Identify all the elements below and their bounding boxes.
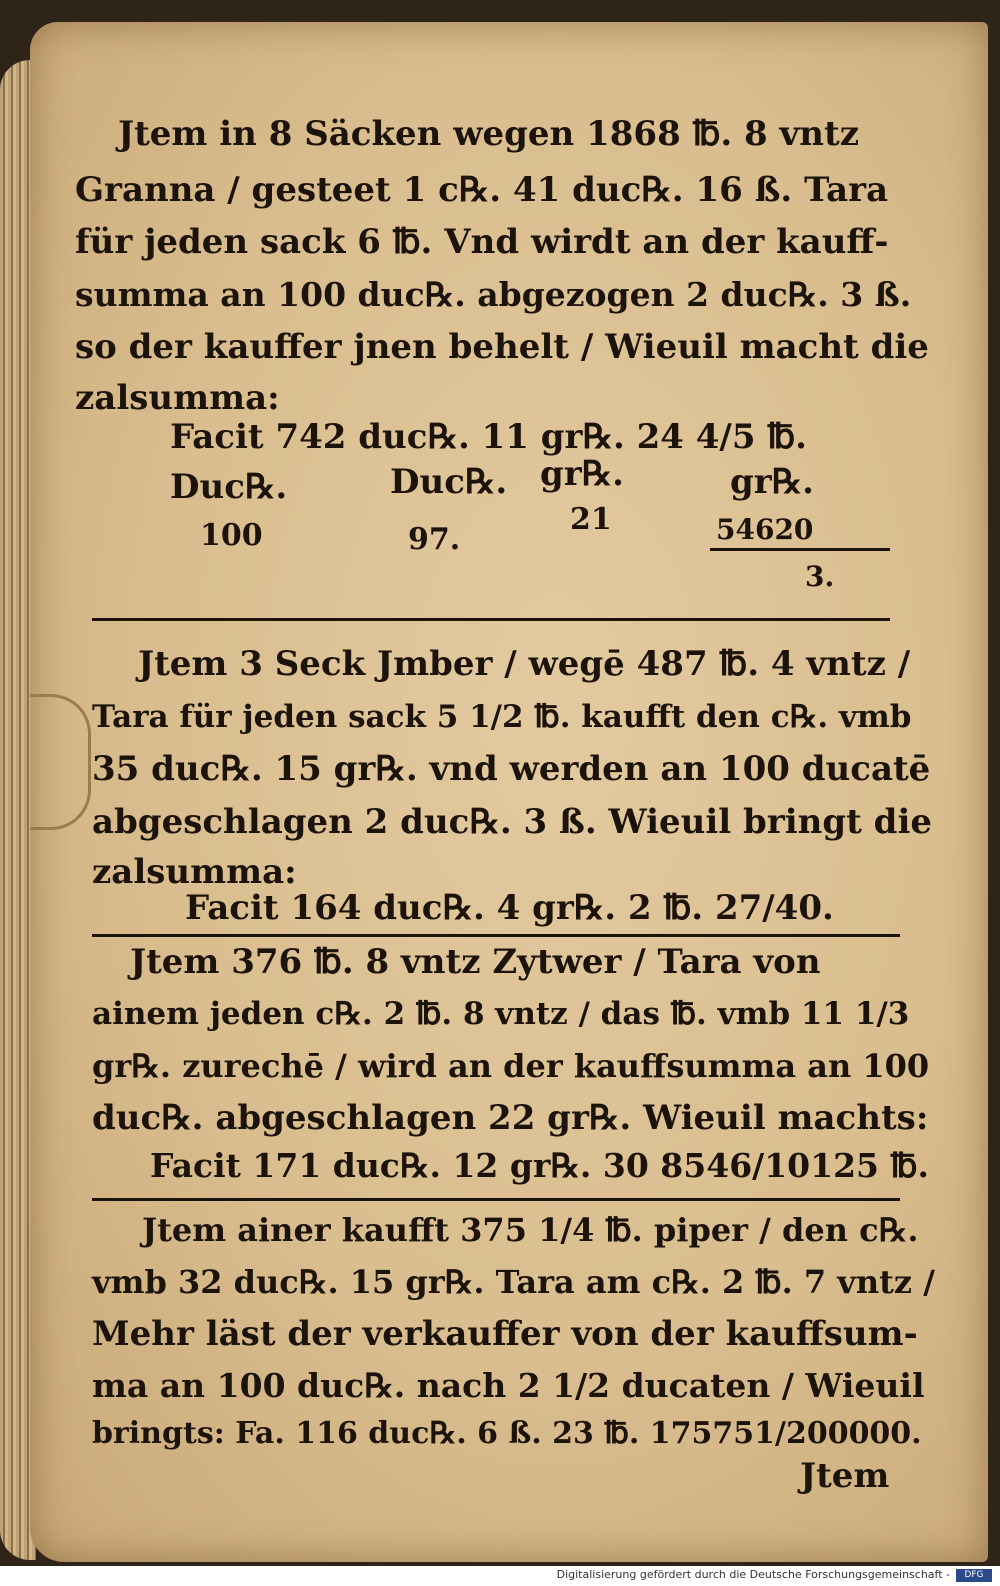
clasp-mark: [30, 694, 91, 830]
text-line: zalsumma:: [92, 852, 297, 892]
section-divider: [92, 618, 890, 621]
catchword: Jtem: [800, 1456, 890, 1496]
facit-line: Facit 171 duc℞. 12 gr℞. 30 8546/10125 ℔.: [150, 1146, 929, 1185]
footer-bar: [0, 1566, 1000, 1586]
calc-underline: [710, 548, 890, 551]
text-line: abgeschlagen 2 duc℞. 3 ß. Wieuil bringt die: [92, 802, 933, 842]
section-divider: [92, 934, 900, 937]
text-line: vmb 32 duc℞. 15 gr℞. Tara am c℞. 2 ℔. 7 vntz /: [92, 1263, 935, 1301]
text-line: so der kauffer jnen behelt / Wieuil macht die: [75, 327, 929, 367]
text-line: gr℞. zurechē / wird an der kauffsumma an 100: [92, 1047, 930, 1085]
dfg-logo: DFG: [956, 1569, 992, 1582]
calc-value: 100: [200, 518, 263, 553]
text-line: Tara für jeden sack 5 1/2 ℔. kaufft den c℞. vmb: [92, 699, 912, 735]
text-line: duc℞. abgeschlagen 22 gr℞. Wieuil machts:: [92, 1098, 929, 1138]
book-page: [30, 22, 988, 1562]
text-line: ainem jeden c℞. 2 ℔. 8 vntz / das ℔. vmb 11 1/3: [92, 996, 910, 1032]
text-line: Jtem in 8 Säcken wegen 1868 ℔. 8 vntz: [118, 114, 860, 154]
text-line: Jtem 3 Seck Jmber / wegē 487 ℔. 4 vntz /: [138, 644, 911, 684]
calc-value: 97.: [408, 522, 461, 557]
text-line: zalsumma:: [75, 378, 280, 418]
text-line: Mehr läst der verkauffer von der kauffsum-: [92, 1314, 918, 1354]
facit-line: Facit 742 duc℞. 11 gr℞. 24 4/5 ℔.: [170, 417, 807, 457]
footer-text: Digitalisierung gefördert durch die Deutsche Forschungsgemeinschaft -: [556, 1568, 950, 1581]
facit-line: Facit 164 duc℞. 4 gr℞. 2 ℔. 27/40.: [185, 888, 834, 928]
calc-header: gr℞.: [730, 462, 815, 502]
calc-value: 54620: [716, 513, 814, 546]
calc-value: 21: [570, 502, 612, 537]
calc-header: Duc℞.: [390, 462, 508, 502]
text-line: bringts: Fa. 116 duc℞. 6 ß. 23 ℔. 175751/200000.: [92, 1416, 922, 1451]
section-divider: [92, 1198, 900, 1201]
calc-header: gr℞.: [540, 454, 625, 494]
calc-value: 3.: [805, 560, 835, 593]
text-line: summa an 100 duc℞. abgezogen 2 duc℞. 3 ß.: [75, 275, 912, 314]
calc-header: Duc℞.: [170, 467, 288, 507]
text-line: Jtem ainer kaufft 375 1/4 ℔. piper / den c℞.: [142, 1211, 919, 1249]
text-line: für jeden sack 6 ℔. Vnd wirdt an der kauff-: [75, 222, 889, 262]
text-line: ma an 100 duc℞. nach 2 1/2 ducaten / Wieuil: [92, 1366, 925, 1405]
text-line: Granna / gesteet 1 c℞. 41 duc℞. 16 ß. Tara: [75, 170, 889, 210]
text-line: Jtem 376 ℔. 8 vntz Zytwer / Tara von: [130, 942, 821, 982]
text-line: 35 duc℞. 15 gr℞. vnd werden an 100 ducatē: [92, 749, 931, 789]
